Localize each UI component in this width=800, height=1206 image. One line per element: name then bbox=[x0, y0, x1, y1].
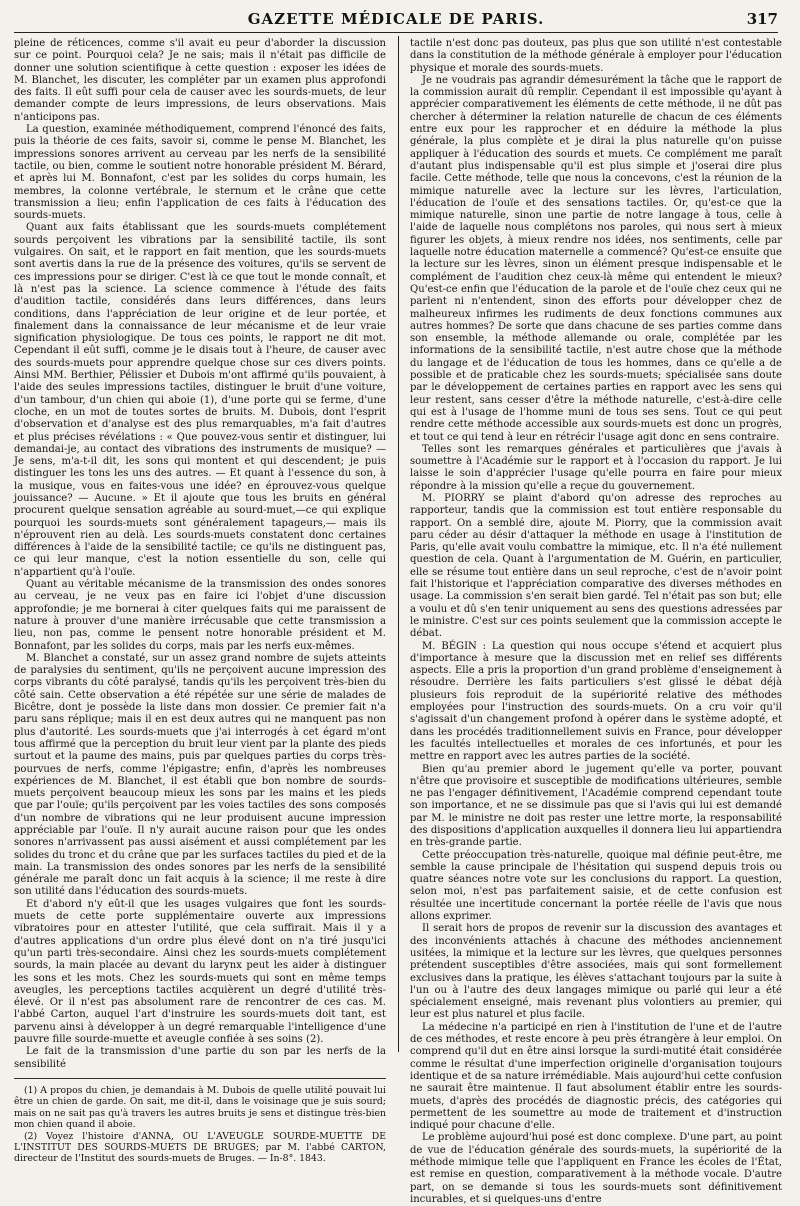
page-header bbox=[14, 8, 778, 33]
paragraph: La question, examinée méthodiquement, comprend l'énoncé des faits, puis la théorie de ces faits, savoir si, comme le pense M. Blanchet, les impressions sonores arrivent au cerveau par les nerfs de la sensibilité tactile, ou bien, comme le soutient notre honorable président M. Bérard, et après lui M. Bonnafont, c'est par les solides du corps humain, les membres, la colonne vertébrale, le sternum et le crâne que cette transmission a lieu; enfin l'application de ces faits à l'éducation des sourds-muets. bbox=[14, 124, 386, 222]
paragraph: Quant aux faits établissant que les sourds-muets complétement sourds perçoivent les vibrations par la sensibilité tactile, ils sont vulgaires. On sait, et le rapport en fait mention, que les sourds-muets sont avertis dans la rue de la présence des voitures, qu'ils se servent de ces impressions pour se diriger. C'est là ce que tout le monde connaît, et là n'est pas la science. La science commence à l'étude des faits d'audition tactile, considérés dans leurs différences, dans leurs conditions, dans l'appréciation de leur origine et de leur portée, et finalement dans la connaissance de leur mécanisme et de leur vraie signification physiologique. De tous ces points, le rapport ne dit mot. Cependant il eût suffi, comme je le disais tout à l'heure, de causer avec des sourds-muets pour apprendre quelque chose sur ces divers points. Ainsi MM. Berthier, Pélissier et Dubois m'ont affirmé qu'ils pouvaient, à l'aide des seules impressions tactiles, distinguer le bruit d'une voiture, d'un tambour, d'un chien qui aboie (1), d'une porte qui se ferme, d'une cloche, en un mot de toutes sortes de bruits. M. Dubois, dont l'esprit d'observation et d'analyse est des plus remarquables, m'a fait d'autres et plus précises révélations : « Que pouvez-vous sentir et distinguer, lui demandai-je, au contact des vibrations des instruments de musique? — Je sens, m'a-t-il dit, les sons qui montent et qui descendent; je puis distinguer les tons les uns des autres. — Et quant à l'essence du son, à la musique, vous en faites-vous une idée? en éprouvez-vous quelque jouissance? — Aucune. » Et il ajoute que tous les bruits en général procurent quelque sensation agréable au sourd-muet,—ce qui explique pourquoi les sourds-muets sont généralement tapageurs,— mais ils n'éprouvent rien au delà. Les sourds-muets constatent donc certaines différences à l'aide de la sensibilité tactile; ce qu'ils ne distinguent pas, ce qui leur manque, c'est la notion essentielle du son, celle qui n'appartient qu'à l'ouïe. bbox=[14, 222, 386, 578]
paragraph: Et d'abord n'y eût-il que les usages vulgaires que font les sourds-muets de cette porte supplémentaire ouverte aux impressions vibratoires pour en attester l'utilité, que cela suffirait. Mais il y a d'autres applications d'un ordre plus élevé dont on n'a tiré jusqu'ici qu'un parti très-secondaire. Ainsi chez les sourds-muets complétement sourds, la main placée au devant du larynx peut les aider à distinguer les sons et les mots. Chez les sourds-muets qui sont en même temps aveugles, les perceptions tactiles acquièrent un degré d'utilité très-élevé. Or il n'est pas absolument rare de rencontrer de ces cas. M. l'abbé Carton, auquel l'art d'instruire les sourds-muets doit tant, est parvenu ainsi à développer à un degré remarquable l'intelligence d'une pauvre fille sourde-muette et aveugle confiée à ses soins (2). bbox=[14, 898, 386, 1046]
footnote: (1) A propos du chien, je demandais à M. Dubois de quelle utilité pouvait lui être un chien de garde. On sait, me dit-il, dans le voisinage que je suis sourd; mais on ne sait pas qu'à travers les autres bruits je sens et distingue très-bien mon chien quand il aboie. bbox=[14, 1084, 386, 1131]
running-title: GAZETTE MÉDICALE DE PARIS. bbox=[247, 10, 545, 28]
page-number: 317 bbox=[746, 10, 778, 28]
footnote: (2) Voyez l'histoire d'ANNA, OU L'AVEUGLE SOURDE-MUETTE DE L'INSTITUT DES SOURDS-MUETS DE BRUGES; par M. l'abbé CARTON, directeur de l'Institut des sourds-muets de Bruges. — In-8°. 1843. bbox=[14, 1130, 386, 1165]
paragraph: M. BÉGIN : La question qui nous occupe s'étend et acquiert plus d'importance à mesure que la discussion met en relief ses différents aspects. Elle a pris la proportion d'un grand problème d'enseignement à résoudre. Derrière les faits particuliers s'est glissé le débat déjà plusieurs fois reproduit de la supériorité relative des méthodes employées pour l'instruction des sourds-muets. On a cru voir qu'il s'agissait d'un changement profond à opérer dans le système adopté, et dans les procédés traditionnellement suivis en France, pour développer les facultés intellectuelles et morales de ces infortunés, et pour les mettre en rapport avec les autres parties de la société. bbox=[410, 640, 782, 763]
column-divider bbox=[398, 36, 399, 1052]
paragraph: Bien qu'au premier abord le jugement qu'elle va porter, pouvant n'être que provisoire et susceptible de modifications ultérieures, semble ne pas l'engager définitivement, l'Académie comprend cependant toute son importance, et ne se dissimule pas que si l'avis qui lui est demandé par M. le ministre ne doit pas rester une lettre morte, la responsabilité des dispositions d'application auxquelles il donnera lieu lui appartiendra en très-grande partie. bbox=[410, 763, 782, 849]
right-column bbox=[410, 38, 782, 1205]
paragraph: Le fait de la transmission d'une partie du son par les nerfs de la sensibilité bbox=[14, 1046, 386, 1070]
paragraph: Le problème aujourd'hui posé est donc complexe. D'une part, au point de vue de l'éducation générale des sourds-muets, la supériorité de la méthode mimique telle que l'appliquent en France les écoles de l'État, est remise en question, comparativement à la méthode vocale. D'autre part, on se demande si tous les sourds-muets sont définitivement incurables, et si quelques-uns d'entre bbox=[410, 1132, 782, 1205]
paragraph: La médecine n'a participé en rien à l'institution de l'une et de l'autre de ces méthodes, et reste encore à peu près étrangère à leur emploi. On comprend qu'il dut en être ainsi lorsque la surdi-mutité était considérée comme le résultat d'une imperfection originelle d'organisation toujours identique et de sa nature irrémédiable. Mais aujourd'hui cette confusion ne saurait être maintenue. Il faut absolument établir entre les sourds-muets, d'après des procédés de diagnostic précis, des catégories qui permettent de les soumettre au mode de traitement et d'instruction indiqué pour chacune d'elle. bbox=[410, 1021, 782, 1132]
paragraph: Quant au véritable mécanisme de la transmission des ondes sonores au cerveau, je ne veux pas en faire ici l'objet d'une discussion approfondie; je me bornerai à citer quelques faits qui me paraissent de nature à prouver d'une manière irrécusable que cette transmission a lieu, non pas, comme le pensent notre honorable président et M. Bonnafont, par les solides du corps, mais par les nerfs eux-mêmes. bbox=[14, 579, 386, 652]
paragraph: Il serait hors de propos de revenir sur la discussion des avantages et des inconvénients attachés à chacune des méthodes anciennement usitées, la mimique et la lecture sur les lèvres, que quelques personnes prétendent susceptibles d'être associées, mais qui sont formellement exclusives dans la pratique, les élèves s'attachant toujours par la suite à l'un ou à l'autre des deux langages mimique ou parlé qui leur a été spécialement enseigné, mais revenant plus volontiers au premier, qui leur est plus naturel et plus facile. bbox=[410, 923, 782, 1021]
paragraph: pleine de réticences, comme s'il avait eu peur d'aborder la discussion sur ce point. Pourquoi cela? Je ne sais; mais il n'était pas difficile de donner une solution scientifique à cette question : exposer les idées de M. Blanchet, les discuter, les compléter par un examen plus approfondi des faits. Il eût suffi pour cela de causer avec les sourds-muets, de leur demander compte de leurs impressions, de leurs observations. Mais n'anticipons pas. bbox=[14, 38, 386, 123]
footnote-rule bbox=[14, 1078, 386, 1079]
paragraph: tactile n'est donc pas douteux, pas plus que son utilité n'est contestable dans la constitution de la méthode générale à employer pour l'éducation physique et morale des sourds-muets. bbox=[410, 38, 782, 74]
paragraph: M. Blanchet a constaté, sur un assez grand nombre de sujets atteints de paralysies du sentiment, qu'ils ne perçoivent aucune impression des corps vibrants du côté paralysé, tandis qu'ils les perçoivent très-bien du côté sain. Cette observation a été répétée sur une série de malades de Bicêtre, dont je possède la liste dans mon dossier. Ce premier fait n'a paru sans réplique; mais il en est deux autres qui ne manquent pas non plus d'autorité. Les sourds-muets que j'ai interrogés à cet égard m'ont tous affirmé que la perception du bruit leur vient par la plante des pieds surtout et la paume des mains, puis par quelques parties du corps très-pourvues de nerfs, comme l'épigastre; enfin, d'après les nombreuses expériences de M. Blanchet, il est établi que bon nombre de sourds-muets perçoivent beaucoup mieux les sons par les mains et les pieds que par l'ouïe; qu'ils perçoivent par les voies tactiles des sons composés d'un nombre de vibrations qui ne leur produisent aucune impression appréciable par l'ouïe. Il n'y aurait aucune raison pour que les ondes sonores n'arrivassent pas aussi aisément et aussi complétement par les solides du tronc et du crâne que par les surfaces tactiles du pied et de la main. La transmission des ondes sonores par les nerfs de la sensibilité générale me paraît donc un fait acquis à la science; il me reste à dire son utilité dans l'éducation des sourds-muets. bbox=[14, 652, 386, 898]
footnotes bbox=[14, 1085, 386, 1165]
paragraph: Telles sont les remarques générales et particulières que j'avais à soumettre à l'Académie sur le rapport et à l'occasion du rapport. Je lui laisse le soin d'apprécier l'usage qu'elle pourra en faire pour mieux répondre à la mission qu'elle a reçue du gouvernement. bbox=[410, 443, 782, 492]
left-column bbox=[14, 38, 386, 1165]
paragraph: Je ne voudrais pas agrandir démesurément la tâche que le rapport de la commission aurait dû remplir. Cependant il est impossible qu'ayant à apprécier comparativement les éléments de cette méthode, il ne dût pas chercher à déterminer la relation naturelle de chacun de ces éléments entre eux pour les rapprocher et en déduire la méthode la plus générale, la plus complète et je dirai la plus naturelle qu'on puisse appliquer à l'éducation des sourds et muets. Ce complément me paraît d'autant plus indispensable qu'il est plus simple et j'oserai dire plus facile. Cette méthode, telle que nous la concevons, c'est la réunion de la mimique naturelle avec la lecture sur les lèvres, l'articulation, l'éducation de l'ouïe et des sensations tactiles. Or, qu'est-ce que la mimique naturelle, sinon une partie de notre langage à tous, celle à l'aide de laquelle nous complétons nos paroles, qui nous sert à mieux figurer les objets, à mieux rendre nos idées, nos sentiments, celle par laquelle notre éducation maternelle a commencé? Qu'est-ce ensuite que la lecture sur les lèvres, sinon un élément presque indispensable et le complément de l'audition chez ceux-là même qui entendent le mieux? Qu'est-ce enfin que l'éducation de la parole et de l'ouïe chez ceux qui ne parlent ni n'entendent, sinon des efforts pour développer chez de malheureux infirmes les rudiments de deux fonctions communes aux autres hommes? De sorte que dans chacune de ses parties comme dans son ensemble, la méthode allemande ou orale, complétée par les informations de la sensibilité tactile, n'est autre chose que la méthode du langage et de l'éducation de tous les hommes, dans ce qu'elle a de possible et de praticable chez les sourds-muets; spécialisée sans doute par le développement de certaines parties en rapport avec les sens qui leur restent, sans cesser d'être la méthode naturelle, c'est-à-dire celle qui est à l'usage de l'homme muni de tous ses sens. Tout ce qui peut rendre cette méthode accessible aux sourds-muets est donc un progrès, et tout ce qui tend à leur en rétrécir l'usage agit donc en sens contraire. bbox=[410, 74, 782, 443]
paragraph: M. PIORRY se plaint d'abord qu'on adresse des reproches au rapporteur, tandis que la commission est tout entière responsable du rapport. On a semblé dire, ajoute M. Piorry, que la commission avait paru céder au désir d'attaquer la méthode en usage à l'institution de Paris, qu'elle avait voulu combattre la mimique, etc. Il n'a été nullement question de cela. Quant à l'argumentation de M. Guérin, en particulier, elle se résume tout entière dans un seul reproche, c'est de n'avoir point fait l'historique et l'appréciation comparative des diverses méthodes en usage. La commission s'en serait bien gardé. Tel n'était pas son but; elle a voulu et dû s'en tenir uniquement au sens des questions adressées par le ministre. C'est sur ces points seulement que la commission accepte le débat. bbox=[410, 492, 782, 640]
paragraph: Cette préoccupation très-naturelle, quoique mal définie peut-être, me semble la cause principale de l'hésitation qui suspend depuis trois ou quatre séances notre vote sur les conclusions du rapport. La question, selon moi, n'est pas parfaitement saisie, et de cette confusion est résultée une incertitude concernant la portée réelle de l'avis que nous allons exprimer. bbox=[410, 849, 782, 923]
